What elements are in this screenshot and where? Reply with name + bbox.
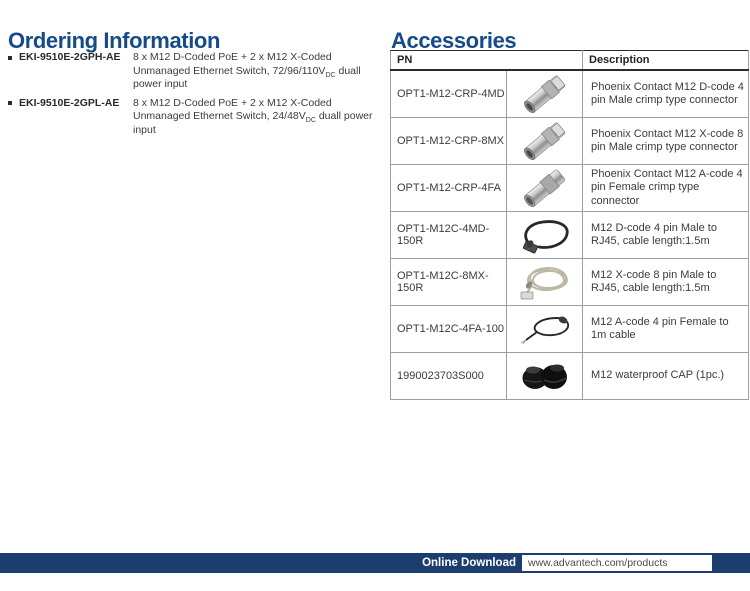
description-cell: Phoenix Contact M12 A-code 4 pin Female crimp type connector bbox=[583, 165, 749, 212]
table-row bbox=[391, 259, 749, 306]
accessories-table bbox=[390, 50, 749, 400]
description-column-header: Description bbox=[583, 51, 749, 71]
accessories-title: Accessories bbox=[391, 27, 517, 53]
description-cell: M12 A-code 4 pin Female to 1m cable bbox=[583, 306, 749, 353]
ordering-model-number: EKI-9510E-2GPH-AE bbox=[19, 51, 121, 63]
table-row bbox=[391, 165, 749, 212]
table-row bbox=[391, 70, 749, 118]
cable-photo bbox=[507, 212, 583, 259]
description-cell: M12 waterproof CAP (1pc.) bbox=[583, 353, 749, 400]
table-row bbox=[391, 353, 749, 400]
download-url[interactable]: www.advantech.com/products bbox=[528, 557, 668, 569]
pn-cell: OPT1-M12-CRP-4MD bbox=[391, 70, 507, 118]
pn-column-header: PN bbox=[391, 51, 583, 71]
ordering-model-number: EKI-9510E-2GPL-AE bbox=[19, 96, 120, 109]
bullet-square-icon bbox=[8, 56, 12, 60]
pn-cell: OPT1-M12-CRP-8MX bbox=[391, 118, 507, 165]
ordering-description-text: 8 x M12 D-Coded PoE + 2 x M12 X-Coded Unmanaged Ethernet Switch, 24/48V bbox=[133, 96, 332, 122]
table-header-row bbox=[391, 51, 749, 71]
ordering-item bbox=[8, 51, 380, 92]
ordering-description-tail: duall power input bbox=[133, 110, 373, 136]
ordering-description bbox=[133, 51, 380, 92]
download-url-box[interactable] bbox=[522, 555, 712, 571]
pn-cell: OPT1-M12C-8MX-150R bbox=[391, 259, 507, 306]
m12-connector-photo bbox=[507, 118, 583, 165]
voltage-subscript: DC bbox=[305, 117, 316, 125]
table-row bbox=[391, 212, 749, 259]
waterproof-caps-photo bbox=[507, 353, 583, 400]
pn-cell: OPT1-M12-CRP-4FA bbox=[391, 165, 507, 212]
footer-bar bbox=[0, 553, 750, 573]
table-row bbox=[391, 306, 749, 353]
pn-cell: OPT1-M12C-4FA-100 bbox=[391, 306, 507, 353]
table-row bbox=[391, 118, 749, 165]
description-cell: M12 D-code 4 pin Male to RJ45, cable length:1.5m bbox=[583, 212, 749, 259]
ordering-description bbox=[133, 97, 380, 138]
m12-connector-photo bbox=[507, 165, 583, 212]
pn-cell: OPT1-M12C-4MD-150R bbox=[391, 212, 507, 259]
ordering-information-title: Ordering Information bbox=[8, 27, 221, 53]
coiled-cable-photo bbox=[507, 259, 583, 306]
ordering-description-tail: duall power input bbox=[133, 64, 361, 90]
bullet-square-icon bbox=[8, 101, 12, 105]
voltage-subscript: DC bbox=[325, 71, 336, 79]
pn-cell: 1990023703S000 bbox=[391, 353, 507, 400]
open-end-cable-photo bbox=[507, 306, 583, 353]
ordering-item bbox=[8, 97, 380, 138]
description-cell: Phoenix Contact M12 X-code 8 pin Male crimp type connector bbox=[583, 118, 749, 165]
ordering-description-text: 8 x M12 D-Coded PoE + 2 x M12 X-Coded Unmanaged Ethernet Switch, 72/96/110V bbox=[133, 51, 332, 77]
ordering-list bbox=[8, 51, 380, 142]
online-download-label: Online Download bbox=[422, 557, 516, 569]
m12-connector-photo bbox=[507, 70, 583, 118]
description-cell: M12 X-code 8 pin Male to RJ45, cable length:1.5m bbox=[583, 259, 749, 306]
description-cell: Phoenix Contact M12 D-code 4 pin Male crimp type connector bbox=[583, 70, 749, 118]
